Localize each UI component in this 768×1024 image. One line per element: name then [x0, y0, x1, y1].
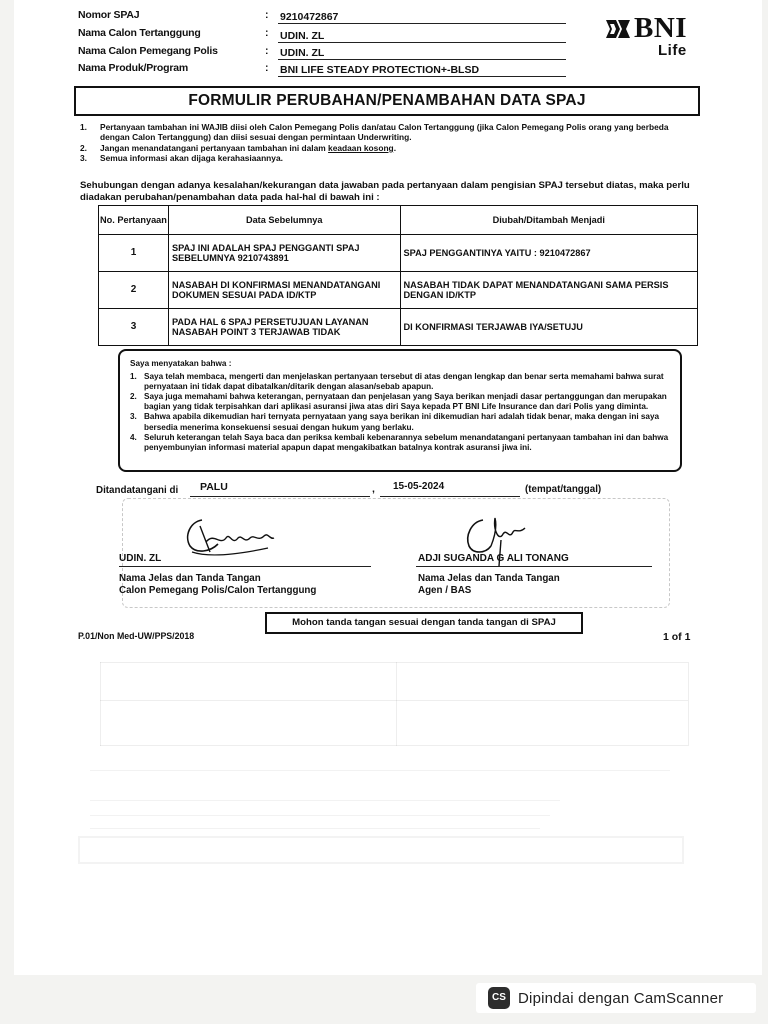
table-row — [99, 272, 698, 309]
table-header-row — [99, 206, 698, 235]
table-row — [99, 235, 698, 272]
agent-caption-2: Agen / BAS — [418, 585, 472, 596]
policyholder-name-line — [119, 553, 371, 567]
note-item: 2. Jangan menandatangani pertanyaan tambahan ini dalam keadaan kosong. — [80, 142, 397, 153]
note-item: 1. Pertanyaan tambahan ini WAJIB diisi oleh Calon Pemegang Polis dan/atau Calon Tertanggung (jika Calon Pemegang Polis orang yang berbeda dengan Calon Tertanggung) dan diisi sesuai dengan permintaan Underwriting. — [80, 122, 669, 143]
form-notes — [80, 122, 690, 164]
agent-caption-1: Nama Jelas dan Tanda Tangan — [418, 573, 560, 584]
form-title: FORMULIR PERUBAHAN/PENAMBAHAN DATA SPAJ — [74, 86, 700, 116]
signature-reminder: Mohon tanda tangan sesuai dengan tanda tangan di SPAJ — [265, 612, 583, 634]
row-before: NASABAH DI KONFIRMASI MENANDATANGANI DOKUMEN SESUAI PADA ID/KTP — [168, 272, 400, 309]
logo-text-bni: BNI — [634, 12, 688, 44]
place-date-hint: (tempat/tanggal) — [525, 484, 602, 495]
statement-item: 2. Saya juga memahami bahwa keterangan, pernyataan dan penjelasan yang Saya berikan menjadi dasar pertanggungan dan merupakan bagian yang tidak terpisahkan dari aplikasi asuransi jiwa atas diri Saya kepada PT BNI Life Insurance dan dari Polis yang diminta. — [130, 392, 667, 412]
policyholder-caption-2: Calon Pemegang Polis/Calon Tertanggung — [119, 585, 317, 596]
label-produk: Nama Produk/Program — [78, 62, 188, 74]
changes-table — [98, 205, 698, 346]
row-number: 3 — [99, 309, 169, 346]
statement-item: 3. Bahwa apabila dikemudian hari ternyata pernyataan yang saya berikan ini dikemudian hari adalah tidak benar, maka dengan ini saya bersedia menerima konsekuensi sesuai dengan hukum yang berlaku. — [130, 412, 660, 432]
row-after: NASABAH TIDAK DAPAT MENANDATANGANI SAMA PERSIS DENGAN ID/KTP — [400, 272, 697, 309]
row-number: 1 — [99, 235, 169, 272]
label-calon-pemegang-polis: Nama Calon Pemegang Polis — [78, 45, 218, 57]
signed-at-label: Ditandatangani di — [96, 485, 179, 496]
colon: : — [265, 27, 269, 39]
label-nomor-spaj: Nomor SPAJ — [78, 9, 140, 21]
agent-name: ADJI SUGANDA G ALI TONANG — [418, 553, 569, 564]
row-after: SPAJ PENGGANTINYA YAITU : 9210472867 — [400, 235, 697, 272]
statement-heading: Saya menyatakan bahwa : — [130, 359, 232, 368]
statement-item: 1. Saya telah membaca, mengerti dan menjelaskan pertanyaan tersebut di atas dengan lengkap dan benar serta memahami bahwa surat pernyataan ini tidak dapat dibatalkan/ditarik dengan alasan/sebab apapun. — [130, 372, 664, 392]
header-diubah-menjadi: Diubah/Ditambah Menjadi — [400, 206, 697, 235]
colon: : — [265, 45, 269, 57]
colon: : — [265, 62, 269, 74]
table-row — [99, 309, 698, 346]
value-produk: BNI LIFE STEADY PROTECTION+-BLSD — [278, 63, 566, 77]
signed-date: 15-05-2024 — [393, 481, 445, 492]
form-code: P.01/Non Med-UW/PPS/2018 — [78, 631, 195, 641]
row-before: PADA HAL 6 SPAJ PERSETUJUAN LAYANAN NASABAH POINT 3 TERJAWAB TIDAK — [168, 309, 400, 346]
bni-logo-icon — [604, 18, 632, 40]
header-no-pertanyaan: No. Pertanyaan — [99, 206, 169, 235]
value-calon-tertanggung: UDIN. ZL — [278, 29, 566, 43]
row-before: SPAJ INI ADALAH SPAJ PENGGANTI SPAJ SEBELUMNYA 9210743891 — [168, 235, 400, 272]
agent-name-line — [416, 553, 652, 567]
colon: : — [265, 9, 269, 21]
label-calon-tertanggung: Nama Calon Tertanggung — [78, 27, 201, 39]
value-calon-pemegang-polis: UDIN. ZL — [278, 46, 566, 60]
statement-box — [118, 349, 682, 472]
note-item: 3. Semua informasi akan dijaga kerahasiaannya. — [80, 153, 283, 164]
signed-place: PALU — [200, 481, 228, 493]
row-after: DI KONFIRMASI TERJAWAB IYA/SETUJU — [400, 309, 697, 346]
signing-comma: , — [372, 483, 375, 495]
policyholder-caption-1: Nama Jelas dan Tanda Tangan — [119, 573, 261, 584]
value-nomor-spaj: 9210472867 — [278, 10, 566, 24]
logo-text-life: Life — [658, 42, 687, 59]
row-number: 2 — [99, 272, 169, 309]
header-data-sebelumnya: Data Sebelumnya — [168, 206, 400, 235]
intro-paragraph: Sehubungan dengan adanya kesalahan/kekurangan data jawaban pada pertanyaan dalam pengisian SPAJ tersebut diatas, maka perlu diadakan perubahan/penambahan data pada hal-hal di bawah ini : — [80, 180, 690, 203]
camscanner-icon: CS — [488, 987, 510, 1009]
camscanner-text: Dipindai dengan CamScanner — [518, 989, 724, 1007]
camscanner-watermark — [476, 983, 756, 1013]
policyholder-name: UDIN. ZL — [119, 553, 162, 564]
statement-item: 4. Seluruh keterangan telah Saya baca dan periksa kembali kebenarannya sebelum menandatangani pertanyaan tambahan ini dan bahwa penyembunyian informasi material apapun dapat mengakibatkan batalnya kontrak asuransi jiwa ini. — [130, 432, 669, 452]
bni-life-logo — [604, 12, 696, 62]
page-number: 1 of 1 — [663, 631, 691, 643]
